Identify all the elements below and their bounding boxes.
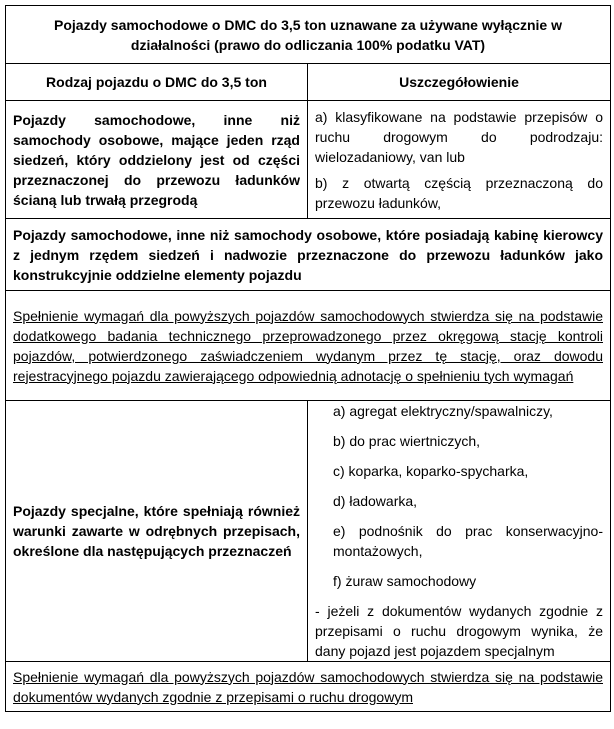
- vehicle-description-cell: Pojazdy specjalne, które spełniają również warunki zawarte w odrębnych przepisach, określone dla następujących przeznaczeń: [6, 401, 308, 662]
- vehicle-description-cell: Pojazdy samochodowe, inne niż samochody osobowe, mające jeden rząd siedzeń, który oddzielony jest od części przeznaczonej do przewozu ładunków ścianą lub trwałą przegrodą: [6, 101, 308, 219]
- special-vehicle-condition: - jeżeli z dokumentów wydanych zgodnie z przepisami o ruchu drogowym wynika, że dany pojazd jest pojazdem specjalnym: [315, 603, 603, 659]
- vehicle-description-cell: Pojazdy samochodowe, inne niż samochody osobowe, które posiadają kabinę kierowcy z jednym rzędem siedzeń i nadwozie przeznaczone do przewozu ładunków jako konstrukcyjnie oddzielne elementy pojazdu: [6, 219, 611, 291]
- detail-item: d) ładowarka,: [333, 493, 418, 509]
- table-row: [6, 219, 611, 291]
- table-row: [6, 401, 611, 662]
- details-cell: [308, 401, 611, 662]
- requirements-note: Spełnienie wymagań dla powyższych pojazdów samochodowych stwierdza się na podstawie dokumentów wydanych zgodnie z przepisami o ruchu drogowym: [6, 662, 611, 712]
- detail-item: b) z otwartą częścią przeznaczoną do przewozu ładunków,: [315, 174, 603, 211]
- column-header-vehicle-type: Rodzaj pojazdu o DMC do 3,5 ton: [6, 64, 308, 101]
- table-row: [6, 662, 611, 712]
- requirements-note: Spełnienie wymagań dla powyższych pojazdów samochodowych stwierdza się na podstawie dodatkowego badania technicznego przeprowadzonego przez okręgową stację kontroli pojazdów, potwierdzonego zaświadczeniem wydanym przez tę stację, oraz dowodu rejestracyjnego pojazdu zawierającego odpowiednią adnotację o spełnieniu tych wymagań: [6, 291, 611, 401]
- column-header-details: Uszczegółowienie: [308, 64, 611, 101]
- detail-item: b) do prac wiertniczych,: [333, 433, 481, 449]
- details-cell: [308, 101, 611, 219]
- table-row: [6, 101, 611, 219]
- detail-item: a) agregat elektryczny/spawalniczy,: [333, 403, 553, 419]
- detail-item: a) klasyfikowane na podstawie przepisów o ruchu drogowym do podrodzaju: wielozadaniowy, van lub: [315, 108, 603, 165]
- detail-item: f) żuraw samochodowy: [333, 573, 477, 589]
- table-title-row: [6, 6, 611, 64]
- detail-item: c) koparka, koparko-spycharka,: [333, 463, 529, 479]
- table-row: [6, 291, 611, 401]
- detail-item: e) podnośnik do prac konserwacyjno-montażowych,: [333, 523, 603, 559]
- table-header-row: [6, 64, 611, 101]
- table-title: Pojazdy samochodowe o DMC do 3,5 ton uznawane za używane wyłącznie w działalności (prawo do odliczania 100% podatku VAT): [6, 6, 611, 64]
- vat-vehicle-table: [5, 5, 611, 712]
